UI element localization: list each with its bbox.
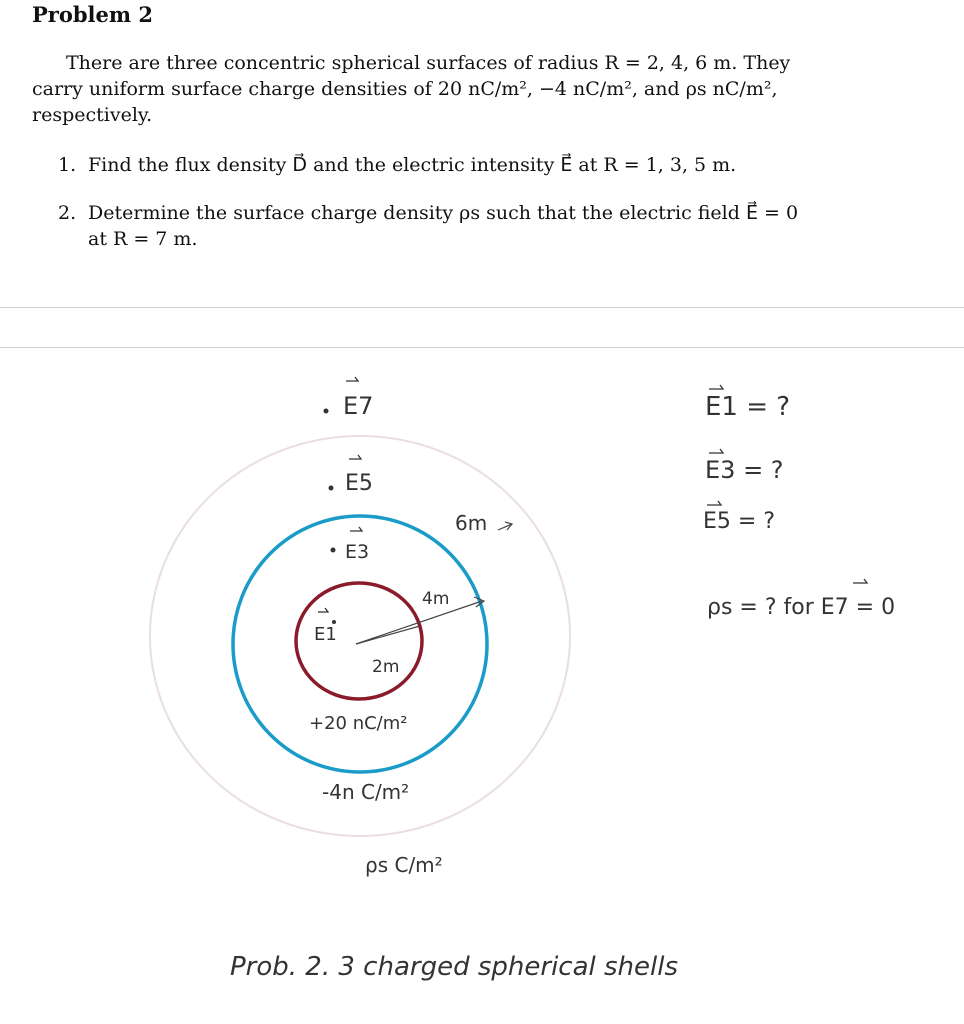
point-dot-e3 [331, 548, 336, 553]
vector-arrow [350, 527, 362, 531]
radius-label-inner: 2m [372, 657, 400, 677]
question-e3: E3 = ? [705, 456, 784, 484]
vector-arrow [709, 449, 723, 453]
vector-arrow [853, 579, 867, 583]
vector-arrow [349, 455, 361, 459]
outer-shell [150, 436, 570, 836]
problem-statement: There are three concentric spherical surfaces of radius R = 2, 4, 6 m. They carry uniform surface charge densities of 20 nC/m², −4 nC/m², and ρs nC/m², respectively. [32, 52, 791, 126]
vector-arrow [346, 377, 358, 381]
charge-label-outer: ρs C/m² [365, 853, 443, 877]
label-e7: E7 [343, 392, 374, 420]
label-e5: E5 [345, 471, 373, 496]
label-e3: E3 [345, 541, 370, 563]
radius-line-4m [356, 601, 482, 644]
question-text: Find the flux density D⃗ and the electric intensity E⃗ at R = 1, 3, 5 m. [88, 154, 737, 176]
question-number: 1. [58, 154, 77, 176]
vector-arrow [709, 385, 723, 389]
vector-arrow [318, 608, 328, 612]
point-dot-e5 [329, 486, 334, 491]
label-e1: E1 [314, 624, 337, 645]
radius-label-outer: 6m [455, 511, 488, 535]
problem-heading: Problem 2 [32, 2, 154, 27]
question-e1: E1 = ? [705, 392, 791, 422]
question-text: Determine the surface charge density ρs such that the electric field E⃗ = 0 [88, 202, 799, 224]
figure-caption: Prob. 2. 3 charged spherical shells [230, 952, 679, 982]
charge-label-middle: -4n C/m² [322, 780, 410, 804]
charge-label-inner: +20 nC/m² [309, 713, 408, 734]
vector-arrow [707, 501, 721, 505]
radius-label-middle: 4m [422, 589, 450, 609]
question-rho: ρs = ? for E7 = 0 [707, 595, 896, 620]
question-number: 2. [58, 202, 77, 224]
question-e5: E5 = ? [703, 509, 775, 534]
point-dot-e7 [324, 409, 329, 414]
question-text-continued: at R = 7 m. [88, 228, 198, 250]
